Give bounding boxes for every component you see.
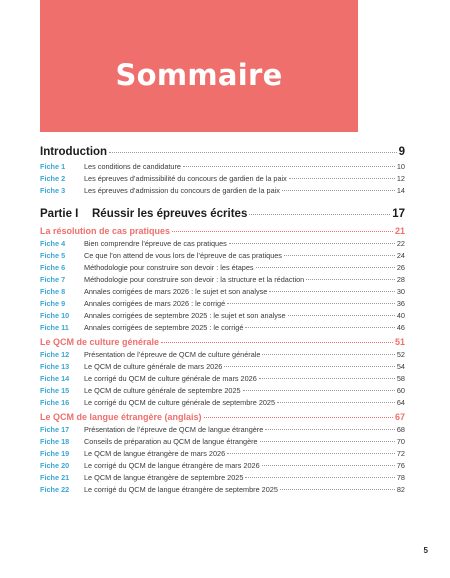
fiche-number: Fiche 17 [40, 425, 70, 434]
fiche-page: 12 [396, 174, 405, 183]
partie-label: Réussir les épreuves écrites [92, 208, 248, 220]
dot-leader [243, 390, 395, 391]
dot-leader [172, 231, 393, 232]
dot-leader [183, 166, 395, 167]
toc-fiche-item[interactable] [40, 162, 405, 174]
header-banner [40, 0, 358, 132]
dot-leader [284, 255, 395, 256]
fiche-number: Fiche 22 [40, 485, 70, 494]
dot-leader [288, 315, 395, 316]
introduction-fiche-list [40, 162, 405, 198]
toc-fiche-item[interactable] [40, 186, 405, 198]
toc-fiche-item[interactable] [40, 239, 405, 251]
fiche-title: Bien comprendre l’épreuve de cas pratiques [84, 239, 227, 248]
fiche-title: Méthodologie pour construire son devoir : les étapes [84, 263, 254, 272]
fiche-number: Fiche 2 [40, 174, 66, 183]
fiche-title: Annales corrigées de mars 2026 : le sujet et son analyse [84, 287, 268, 296]
fiche-page: 76 [396, 461, 405, 470]
fiche-page: 70 [396, 437, 405, 446]
dot-leader [224, 366, 395, 367]
toc-fiche-item[interactable] [40, 449, 405, 461]
fiche-page: 40 [396, 311, 405, 320]
fiche-number: Fiche 8 [40, 287, 66, 296]
partie-number: Partie I [40, 208, 79, 220]
fiche-number: Fiche 16 [40, 398, 70, 407]
dot-leader [289, 178, 395, 179]
fiche-number: Fiche 19 [40, 449, 70, 458]
fiche-number: Fiche 1 [40, 162, 66, 171]
fiche-title: Annales corrigées de mars 2026 : le corrigé [84, 299, 226, 308]
fiche-number: Fiche 12 [40, 350, 70, 359]
fiche-number: Fiche 6 [40, 263, 66, 272]
toc-fiche-item[interactable] [40, 275, 405, 287]
dot-leader [265, 429, 395, 430]
fiche-page: 24 [396, 251, 405, 260]
toc-fiche-item[interactable] [40, 251, 405, 263]
dot-leader [245, 327, 394, 328]
introduction-label: Introduction [40, 146, 108, 158]
fiche-title: Le corrigé du QCM de culture générale de mars 2026 [84, 374, 257, 383]
fiche-page: 72 [396, 449, 405, 458]
dot-leader [259, 378, 395, 379]
section-page: 51 [394, 337, 405, 347]
dot-leader [262, 354, 394, 355]
fiche-number: Fiche 5 [40, 251, 66, 260]
fiche-number: Fiche 13 [40, 362, 70, 371]
fiche-title: Conseils de préparation au QCM de langue étrangère [84, 437, 258, 446]
fiche-page: 14 [396, 186, 405, 195]
fiche-title: Le corrigé du QCM de langue étrangère de mars 2026 [84, 461, 260, 470]
toc-fiche-item[interactable] [40, 437, 405, 449]
partie-1-sections [40, 226, 405, 497]
toc-section-heading[interactable] [40, 226, 405, 239]
dot-leader [260, 441, 395, 442]
fiche-number: Fiche 14 [40, 374, 70, 383]
dot-leader [109, 152, 397, 153]
fiche-number: Fiche 3 [40, 186, 66, 195]
toc-fiche-item[interactable] [40, 299, 405, 311]
toc-fiche-item[interactable] [40, 287, 405, 299]
fiche-page: 78 [396, 473, 405, 482]
fiche-page: 36 [396, 299, 405, 308]
toc-fiche-item[interactable] [40, 485, 405, 497]
section-page: 67 [394, 412, 405, 422]
fiche-page: 10 [396, 162, 405, 171]
dot-leader [280, 489, 395, 490]
fiche-page: 26 [396, 263, 405, 272]
dot-leader [204, 417, 393, 418]
fiche-title: Annales corrigées de septembre 2025 : le sujet et son analyse [84, 311, 286, 320]
fiche-number: Fiche 10 [40, 311, 70, 320]
fiche-title: Annales corrigées de septembre 2025 : le corrigé [84, 323, 244, 332]
fiche-number: Fiche 15 [40, 386, 70, 395]
fiche-page: 46 [396, 323, 405, 332]
dot-leader [249, 214, 390, 215]
fiche-title: Présentation de l’épreuve de QCM de culture générale [84, 350, 261, 359]
toc-fiche-item[interactable] [40, 362, 405, 374]
dot-leader [229, 243, 395, 244]
fiche-title: Ce que l’on attend de vous lors de l’épreuve de cas pratiques [84, 251, 282, 260]
section-label: Le QCM de langue étrangère (anglais) [40, 412, 202, 422]
fiche-title: Méthodologie pour construire son devoir : la structure et la rédaction [84, 275, 305, 284]
section-label: Le QCM de culture générale [40, 337, 160, 347]
toc-fiche-item[interactable] [40, 374, 405, 386]
dot-leader [245, 477, 394, 478]
section-page: 21 [394, 226, 405, 236]
fiche-page: 22 [396, 239, 405, 248]
toc-section-heading[interactable] [40, 412, 405, 425]
toc-fiche-item[interactable] [40, 386, 405, 398]
fiche-page: 68 [396, 425, 405, 434]
fiche-title: Le QCM de langue étrangère de septembre 2025 [84, 473, 244, 482]
partie-page: 17 [392, 208, 405, 220]
fiche-title: Présentation de l’épreuve de QCM de langue étrangère [84, 425, 264, 434]
fiche-number: Fiche 11 [40, 323, 69, 332]
toc-section-heading[interactable] [40, 337, 405, 350]
fiche-number: Fiche 18 [40, 437, 70, 446]
dot-leader [161, 342, 393, 343]
dot-leader [227, 303, 395, 304]
toc-fiche-item[interactable] [40, 174, 405, 186]
dot-leader [269, 291, 395, 292]
toc-partie-1[interactable] [40, 208, 405, 224]
dot-leader [227, 453, 395, 454]
fiche-title: Le QCM de langue étrangère de mars 2026 [84, 449, 226, 458]
fiche-number: Fiche 7 [40, 275, 66, 284]
fiche-page: 54 [396, 362, 405, 371]
toc-fiche-item[interactable] [40, 350, 405, 362]
fiche-title: Les épreuves d’admissibilité du concours de gardien de la paix [84, 174, 287, 183]
fiche-page: 58 [396, 374, 405, 383]
fiche-title: Le QCM de culture générale de septembre 2025 [84, 386, 241, 395]
fiche-number: Fiche 4 [40, 239, 66, 248]
fiche-page: 64 [396, 398, 405, 407]
fiche-title: Les conditions de candidature [84, 162, 181, 171]
dot-leader [277, 402, 395, 403]
dot-leader [282, 190, 395, 191]
fiche-title: Le QCM de culture générale de mars 2026 [84, 362, 223, 371]
toc-fiche-item[interactable] [40, 425, 405, 437]
page-title: Sommaire [115, 58, 283, 92]
fiche-number: Fiche 9 [40, 299, 66, 308]
fiche-page: 30 [396, 287, 405, 296]
fiche-title: Les épreuves d’admission du concours de gardien de la paix [84, 186, 280, 195]
toc-introduction[interactable] [40, 146, 405, 162]
table-of-contents [40, 146, 405, 497]
toc-fiche-item[interactable] [40, 461, 405, 473]
page-number: 5 [423, 546, 428, 555]
toc-fiche-item[interactable] [40, 311, 405, 323]
fiche-page: 82 [396, 485, 405, 494]
fiche-title: Le corrigé du QCM de langue étrangère de septembre 2025 [84, 485, 278, 494]
toc-fiche-item[interactable] [40, 398, 405, 410]
fiche-number: Fiche 20 [40, 461, 70, 470]
fiche-number: Fiche 21 [40, 473, 70, 482]
dot-leader [256, 267, 395, 268]
fiche-page: 52 [396, 350, 405, 359]
fiche-page: 60 [396, 386, 405, 395]
toc-fiche-item[interactable] [40, 473, 405, 485]
section-label: La résolution de cas pratiques [40, 226, 171, 236]
toc-fiche-item[interactable] [40, 323, 405, 335]
dot-leader [262, 465, 395, 466]
introduction-page: 9 [398, 146, 405, 158]
dot-leader [306, 279, 395, 280]
fiche-page: 28 [396, 275, 405, 284]
fiche-title: Le corrigé du QCM de culture générale de septembre 2025 [84, 398, 276, 407]
toc-fiche-item[interactable] [40, 263, 405, 275]
